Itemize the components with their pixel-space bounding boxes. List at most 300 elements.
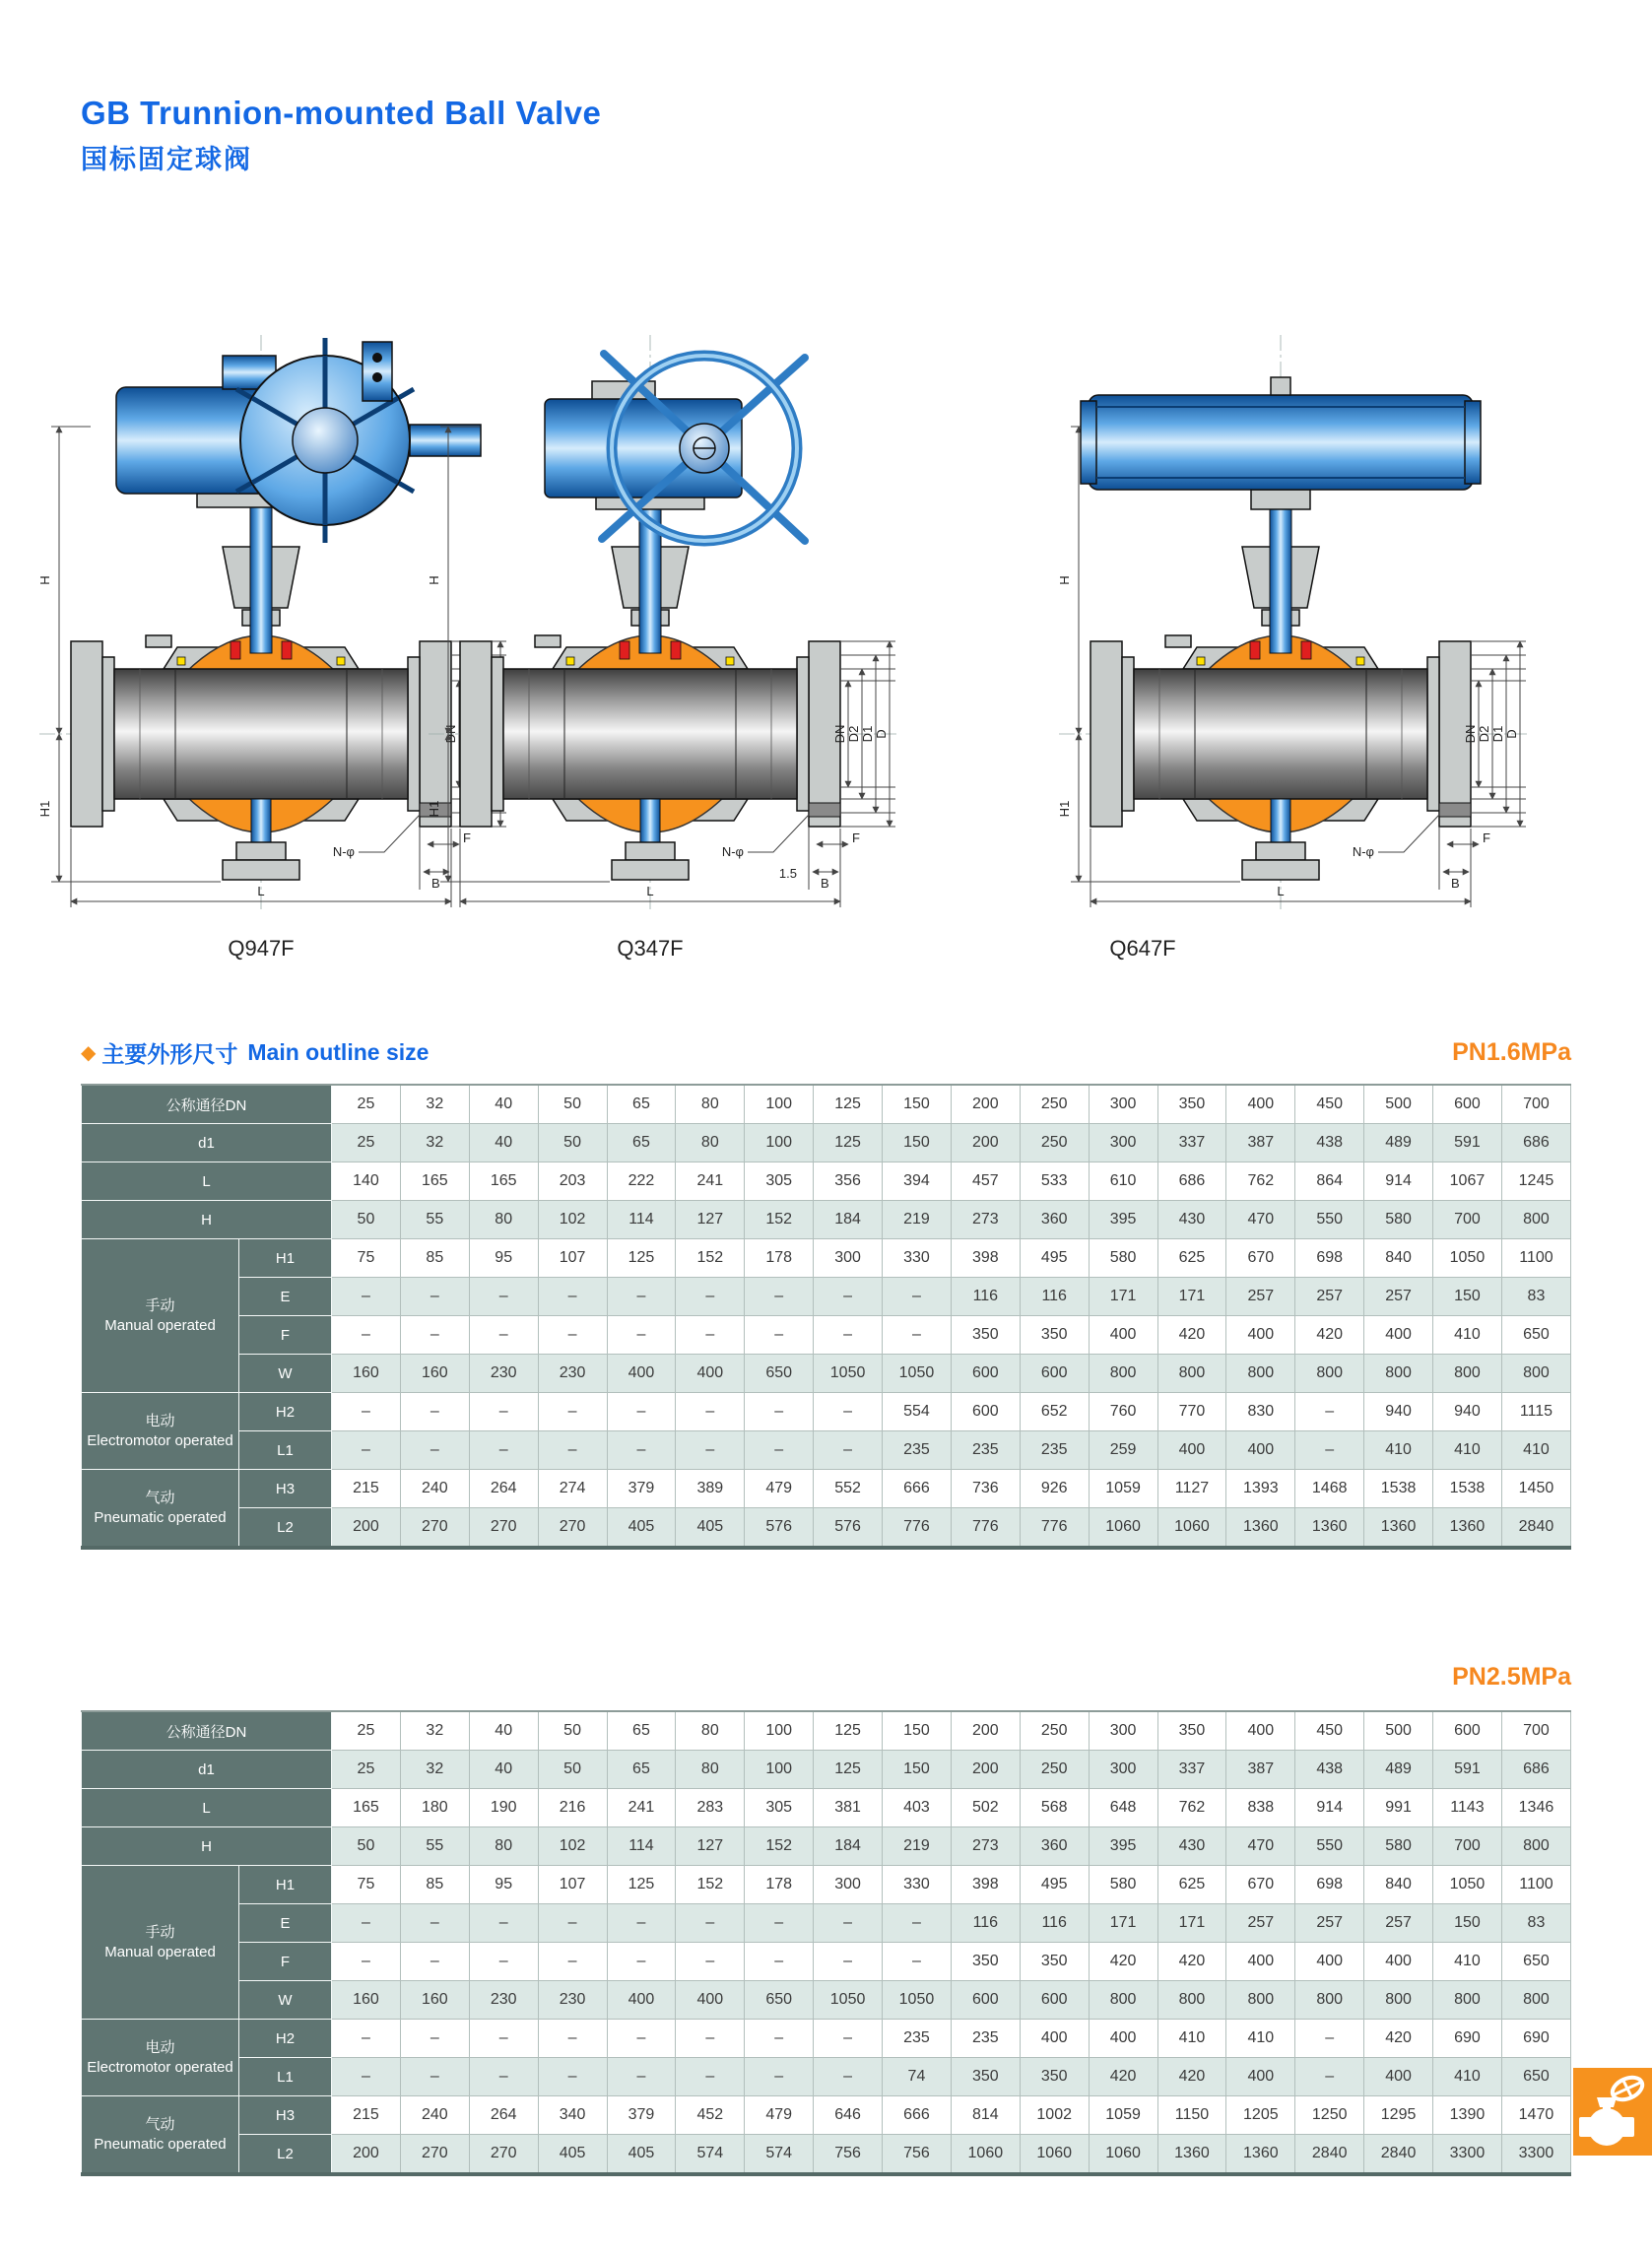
dim-value: 75	[332, 1239, 401, 1278]
dim-value: 1060	[1157, 1508, 1226, 1549]
dim-value: –	[538, 1431, 607, 1470]
dim-value: –	[607, 1278, 676, 1316]
dim-value: 800	[1501, 1201, 1570, 1239]
dim-value: 65	[607, 1751, 676, 1789]
size-table	[81, 1084, 1571, 1550]
dim-value: 646	[814, 2096, 883, 2135]
dim-value: 1150	[1157, 2096, 1226, 2135]
dim-value: 2840	[1364, 2135, 1433, 2175]
dim-value: 648	[1089, 1789, 1157, 1827]
dim-value: 800	[1295, 1981, 1364, 2020]
dim-value: –	[676, 2058, 745, 2096]
dim-value: 337	[1157, 1124, 1226, 1162]
dim-value: 160	[332, 1981, 401, 2020]
dim-value: 398	[951, 1866, 1020, 1904]
dim-value: 410	[1501, 1431, 1570, 1470]
dim-label-f: F	[852, 830, 860, 845]
dim-value: 125	[814, 1751, 883, 1789]
dim-value: 230	[538, 1355, 607, 1393]
dim-value: 400	[1295, 1943, 1364, 1981]
dim-value: 337	[1157, 1751, 1226, 1789]
dim-value: 180	[400, 1789, 469, 1827]
dim-value: –	[538, 1278, 607, 1316]
dim-value: 500	[1364, 1085, 1433, 1124]
dim-value: 200	[951, 1711, 1020, 1751]
row-label: H2	[239, 2020, 332, 2058]
dim-value: –	[676, 2020, 745, 2058]
dim-value: 274	[538, 1470, 607, 1508]
dim-value: 400	[1020, 2020, 1089, 2058]
dim-value: 410	[1157, 2020, 1226, 2058]
dim-value: 387	[1226, 1124, 1295, 1162]
dim-value: –	[676, 1278, 745, 1316]
dim-value: 1100	[1501, 1866, 1570, 1904]
dim-value: 190	[469, 1789, 538, 1827]
dim-value: 1143	[1433, 1789, 1502, 1827]
dim-value: 125	[607, 1239, 676, 1278]
dim-value: 756	[883, 2135, 952, 2175]
dim-value: –	[469, 2058, 538, 2096]
dim-value: 330	[883, 1239, 952, 1278]
dim-value: 65	[607, 1711, 676, 1751]
dim-value: –	[676, 1393, 745, 1431]
dim-value: 116	[951, 1904, 1020, 1943]
dim-value: 160	[400, 1981, 469, 2020]
dim-value: –	[883, 1278, 952, 1316]
dim-value: –	[332, 1943, 401, 1981]
dim-value: 150	[1433, 1278, 1502, 1316]
dim-value: 400	[1364, 1316, 1433, 1355]
dim-value: 650	[745, 1981, 814, 2020]
dim-value: 40	[469, 1751, 538, 1789]
dim-value: 1100	[1501, 1239, 1570, 1278]
dim-label-gap: 1.5	[778, 866, 797, 881]
group-label: 电动 Electromotor operated	[82, 2020, 239, 2096]
dim-value: 1050	[814, 1355, 883, 1393]
dim-value: 50	[332, 1201, 401, 1239]
dim-label-h1: H1	[1057, 800, 1072, 818]
dim-value: 235	[883, 1431, 952, 1470]
dim-value: 914	[1364, 1162, 1433, 1201]
page-subtitle: 国标固定球阀	[81, 145, 252, 174]
dim-value: –	[883, 1904, 952, 1943]
dim-value: 666	[883, 2096, 952, 2135]
dim-value: 550	[1295, 1827, 1364, 1866]
dim-value: 152	[745, 1827, 814, 1866]
group-label: 手动 Manual operated	[82, 1239, 239, 1393]
dim-value: –	[745, 1904, 814, 1943]
dim-value: 1245	[1501, 1162, 1570, 1201]
dim-value: 552	[814, 1470, 883, 1508]
dim-value: 114	[607, 1201, 676, 1239]
dim-value: 580	[1364, 1201, 1433, 1239]
dim-value: 80	[676, 1711, 745, 1751]
dim-value: 400	[1226, 1316, 1295, 1355]
dim-value: 350	[951, 1316, 1020, 1355]
dim-value: 991	[1364, 1789, 1433, 1827]
dim-value: –	[745, 1316, 814, 1355]
dim-value: 3300	[1501, 2135, 1570, 2175]
dim-value: 800	[1157, 1981, 1226, 2020]
dim-value: 600	[1020, 1355, 1089, 1393]
dim-value: 219	[883, 1827, 952, 1866]
dim-value: 840	[1364, 1866, 1433, 1904]
dim-value: 1390	[1433, 2096, 1502, 2135]
dim-value: 216	[538, 1789, 607, 1827]
dim-value: 200	[951, 1751, 1020, 1789]
dim-value: 776	[1020, 1508, 1089, 1549]
page-title: GB Trunnion-mounted Ball Valve	[81, 95, 602, 131]
dim-value: 55	[400, 1201, 469, 1239]
dim-value: 160	[400, 1355, 469, 1393]
dim-value: 283	[676, 1789, 745, 1827]
dim-value: 171	[1157, 1904, 1226, 1943]
dim-value: –	[676, 1316, 745, 1355]
dim-value: 257	[1295, 1904, 1364, 1943]
dim-value: –	[607, 1943, 676, 1981]
dim-value: 273	[951, 1827, 1020, 1866]
dim-value: 300	[814, 1239, 883, 1278]
dim-value: 2840	[1295, 2135, 1364, 2175]
dim-value: 171	[1157, 1278, 1226, 1316]
dim-value: 800	[1089, 1355, 1157, 1393]
dim-value: 400	[1157, 1431, 1226, 1470]
dim-value: 270	[400, 2135, 469, 2175]
dim-value: –	[745, 1278, 814, 1316]
dim-value: 171	[1089, 1278, 1157, 1316]
dim-value: 686	[1501, 1124, 1570, 1162]
dim-label-f: F	[1483, 830, 1490, 845]
dim-value: –	[1295, 2020, 1364, 2058]
dim-value: 686	[1501, 1751, 1570, 1789]
dim-value: –	[745, 1393, 814, 1431]
dim-value: –	[400, 2058, 469, 2096]
dim-value: 800	[1089, 1981, 1157, 2020]
dim-value: 150	[883, 1751, 952, 1789]
dim-value: 700	[1433, 1827, 1502, 1866]
dim-value: 200	[332, 2135, 401, 2175]
dim-value: 400	[1089, 2020, 1157, 2058]
dim-value: 502	[951, 1789, 1020, 1827]
dim-value: 230	[469, 1981, 538, 2020]
dim-value: 438	[1295, 1751, 1364, 1789]
dim-value: 25	[332, 1751, 401, 1789]
dim-value: 152	[676, 1866, 745, 1904]
dim-label-d1: D1	[1490, 725, 1505, 743]
dim-value: –	[607, 2058, 676, 2096]
section-header	[81, 1036, 1571, 1069]
dim-value: 700	[1501, 1085, 1570, 1124]
dim-value: –	[469, 1904, 538, 1943]
dim-value: 50	[332, 1827, 401, 1866]
dim-value: 50	[538, 1751, 607, 1789]
dim-value: 235	[1020, 1431, 1089, 1470]
dim-value: 250	[1020, 1085, 1089, 1124]
dim-value: 830	[1226, 1393, 1295, 1431]
dim-value: 102	[538, 1201, 607, 1239]
dim-value: –	[400, 1943, 469, 1981]
dim-value: 652	[1020, 1393, 1089, 1431]
dim-value: 405	[607, 1508, 676, 1549]
dim-value: 235	[951, 1431, 1020, 1470]
row-label: H3	[239, 1470, 332, 1508]
dim-value: 300	[1089, 1124, 1157, 1162]
dim-value: 800	[1157, 1355, 1226, 1393]
dim-value: 152	[676, 1239, 745, 1278]
dim-value: 74	[883, 2058, 952, 2096]
dim-value: 387	[1226, 1751, 1295, 1789]
dim-value: 360	[1020, 1827, 1089, 1866]
dim-value: 200	[951, 1085, 1020, 1124]
dim-value: 1360	[1226, 1508, 1295, 1549]
dim-value: 926	[1020, 1470, 1089, 1508]
dim-value: –	[607, 1393, 676, 1431]
dim-value: 127	[676, 1827, 745, 1866]
diamond-icon: ◆	[81, 1042, 97, 1064]
dim-value: 410	[1226, 2020, 1295, 2058]
dim-value: –	[676, 1943, 745, 1981]
valve-drawing-q647f	[1049, 251, 1542, 941]
dim-value: –	[814, 1431, 883, 1470]
dim-value: –	[400, 1431, 469, 1470]
pressure-label-pn16: PN1.6MPa	[1452, 1038, 1571, 1066]
dim-value: 50	[538, 1711, 607, 1751]
dim-value: 1538	[1433, 1470, 1502, 1508]
dim-value: –	[607, 2020, 676, 2058]
group-label: 电动 Electromotor operated	[82, 1393, 239, 1470]
dim-label-b: B	[431, 876, 440, 891]
dim-value: –	[745, 1431, 814, 1470]
dim-value: –	[607, 1431, 676, 1470]
dim-value: 250	[1020, 1751, 1089, 1789]
dim-value: 420	[1089, 2058, 1157, 2096]
row-label: F	[239, 1316, 332, 1355]
dim-value: 350	[951, 1943, 1020, 1981]
dim-value: 600	[951, 1355, 1020, 1393]
dim-value: 230	[538, 1981, 607, 2020]
dim-value: 395	[1089, 1827, 1157, 1866]
dim-value: 580	[1364, 1827, 1433, 1866]
dim-value: –	[607, 1316, 676, 1355]
dim-value: 65	[607, 1124, 676, 1162]
dim-value: 1468	[1295, 1470, 1364, 1508]
dim-value: 686	[1157, 1162, 1226, 1201]
dim-value: 389	[676, 1470, 745, 1508]
dim-value: –	[676, 1904, 745, 1943]
dim-label-dn: DN	[832, 724, 847, 744]
dim-value: 235	[951, 2020, 1020, 2058]
dim-value: 420	[1157, 1943, 1226, 1981]
dim-label-h: H	[1057, 575, 1072, 585]
dim-value: –	[745, 2020, 814, 2058]
dim-value: 400	[1364, 1943, 1433, 1981]
row-label: d1	[82, 1751, 332, 1789]
dim-value: 430	[1157, 1201, 1226, 1239]
dim-value: 762	[1157, 1789, 1226, 1827]
dim-value: 400	[1226, 1085, 1295, 1124]
dim-value: –	[538, 2020, 607, 2058]
dim-value: 430	[1157, 1827, 1226, 1866]
dim-value: 800	[1295, 1355, 1364, 1393]
dim-value: 600	[1020, 1981, 1089, 2020]
dim-value: 160	[332, 1355, 401, 1393]
dim-value: 580	[1089, 1239, 1157, 1278]
dim-value: 760	[1089, 1393, 1157, 1431]
dim-value: 40	[469, 1124, 538, 1162]
dim-value: 85	[400, 1866, 469, 1904]
dim-value: 1360	[1295, 1508, 1364, 1549]
dim-value: 800	[1364, 1355, 1433, 1393]
dim-value: 580	[1089, 1866, 1157, 1904]
dim-value: 554	[883, 1393, 952, 1431]
dim-value: 405	[607, 2135, 676, 2175]
dim-value: 125	[814, 1085, 883, 1124]
dim-label-l: L	[646, 884, 654, 898]
dim-label-h: H	[427, 575, 441, 585]
dim-value: 650	[745, 1355, 814, 1393]
dim-value: 1538	[1364, 1470, 1433, 1508]
dim-value: 257	[1295, 1278, 1364, 1316]
dim-value: 100	[745, 1085, 814, 1124]
size-table-pn16-host	[81, 1084, 1571, 1550]
dim-value: 381	[814, 1789, 883, 1827]
dim-value: 80	[676, 1085, 745, 1124]
dim-value: 350	[1020, 1316, 1089, 1355]
dim-label-dn: DN	[1463, 724, 1478, 744]
dim-value: 400	[1226, 1431, 1295, 1470]
dim-value: 241	[676, 1162, 745, 1201]
dim-value: 470	[1226, 1201, 1295, 1239]
dim-value: 776	[883, 1508, 952, 1549]
dim-value: 203	[538, 1162, 607, 1201]
dim-value: –	[400, 1316, 469, 1355]
size-table-pn25-host	[81, 1710, 1571, 2176]
dim-value: 1050	[1433, 1866, 1502, 1904]
dim-value: –	[538, 1316, 607, 1355]
dim-value: 1393	[1226, 1470, 1295, 1508]
dim-value: –	[332, 2020, 401, 2058]
dim-value: 420	[1364, 2020, 1433, 2058]
dim-value: 1059	[1089, 1470, 1157, 1508]
dim-value: 32	[400, 1711, 469, 1751]
dim-value: 940	[1433, 1393, 1502, 1431]
dim-value: –	[745, 2058, 814, 2096]
dim-value: 650	[1501, 2058, 1570, 2096]
dim-value: 257	[1364, 1278, 1433, 1316]
dim-value: –	[814, 2058, 883, 2096]
pressure-label-pn25: PN2.5MPa	[1452, 1663, 1571, 1691]
dim-value: 114	[607, 1827, 676, 1866]
dim-value: 102	[538, 1827, 607, 1866]
dim-value: 800	[1226, 1355, 1295, 1393]
dim-value: 400	[607, 1355, 676, 1393]
dim-value: 32	[400, 1085, 469, 1124]
dim-value: 700	[1501, 1711, 1570, 1751]
dim-value: 450	[1295, 1085, 1364, 1124]
dim-value: 500	[1364, 1711, 1433, 1751]
dim-value: 235	[883, 2020, 952, 2058]
dim-value: 940	[1364, 1393, 1433, 1431]
dim-value: 450	[1295, 1711, 1364, 1751]
dim-value: 270	[469, 1508, 538, 1549]
dim-value: 240	[400, 2096, 469, 2135]
dim-value: 219	[883, 1201, 952, 1239]
dim-value: 394	[883, 1162, 952, 1201]
dim-value: 50	[538, 1085, 607, 1124]
dim-value: 800	[1226, 1981, 1295, 2020]
dim-value: 400	[1226, 1711, 1295, 1751]
model-caption-q647f: Q647F	[1109, 936, 1176, 961]
dim-value: 395	[1089, 1201, 1157, 1239]
dim-value: 800	[1364, 1981, 1433, 2020]
dim-value: 340	[538, 2096, 607, 2135]
dim-value: –	[400, 1278, 469, 1316]
dim-value: 259	[1089, 1431, 1157, 1470]
dim-value: 215	[332, 1470, 401, 1508]
dim-value: 591	[1433, 1751, 1502, 1789]
dim-value: 410	[1433, 1943, 1502, 1981]
dim-value: 405	[538, 2135, 607, 2175]
dim-value: 116	[951, 1278, 1020, 1316]
dim-value: 600	[951, 1981, 1020, 2020]
dim-value: 800	[1501, 1827, 1570, 1866]
dim-value: 400	[676, 1981, 745, 2020]
dim-value: 165	[332, 1789, 401, 1827]
dim-value: 914	[1295, 1789, 1364, 1827]
dim-value: 165	[469, 1162, 538, 1201]
dim-value: 756	[814, 2135, 883, 2175]
dim-value: –	[332, 2058, 401, 2096]
row-label: H1	[239, 1866, 332, 1904]
dim-value: 127	[676, 1201, 745, 1239]
dim-value: 230	[469, 1355, 538, 1393]
dim-value: 420	[1157, 1316, 1226, 1355]
dim-label-h: H	[37, 575, 52, 585]
dim-value: 398	[951, 1239, 1020, 1278]
dim-value: 257	[1226, 1904, 1295, 1943]
dim-value: 350	[951, 2058, 1020, 2096]
dim-value: 410	[1433, 1431, 1502, 1470]
row-label: L2	[239, 1508, 332, 1549]
dim-value: 550	[1295, 1201, 1364, 1239]
dim-value: 100	[745, 1711, 814, 1751]
row-label: L2	[239, 2135, 332, 2175]
dim-value: –	[814, 2020, 883, 2058]
dim-label-nphi: N-φ	[1352, 844, 1374, 859]
dim-value: 270	[400, 1508, 469, 1549]
dim-value: 533	[1020, 1162, 1089, 1201]
section-title-en: Main outline size	[247, 1039, 430, 1065]
dim-value: –	[883, 1316, 952, 1355]
dim-value: 350	[1157, 1085, 1226, 1124]
dim-value: 690	[1433, 2020, 1502, 2058]
dim-value: 95	[469, 1866, 538, 1904]
dim-value: 400	[607, 1981, 676, 2020]
dim-value: 470	[1226, 1827, 1295, 1866]
dim-value: 2840	[1501, 1508, 1570, 1549]
dim-label-h1: H1	[427, 800, 441, 818]
dim-label-b: B	[1451, 876, 1460, 891]
dim-value: –	[814, 1393, 883, 1431]
dim-value: 1060	[1089, 2135, 1157, 2175]
dim-value: –	[1295, 2058, 1364, 2096]
dim-value: 410	[1433, 1316, 1502, 1355]
dim-value: –	[745, 1943, 814, 1981]
dn-header: 公称通径DN	[82, 1085, 332, 1124]
dim-value: 400	[1089, 1316, 1157, 1355]
dim-value: 600	[951, 1393, 1020, 1431]
dim-value: 800	[1433, 1981, 1502, 2020]
